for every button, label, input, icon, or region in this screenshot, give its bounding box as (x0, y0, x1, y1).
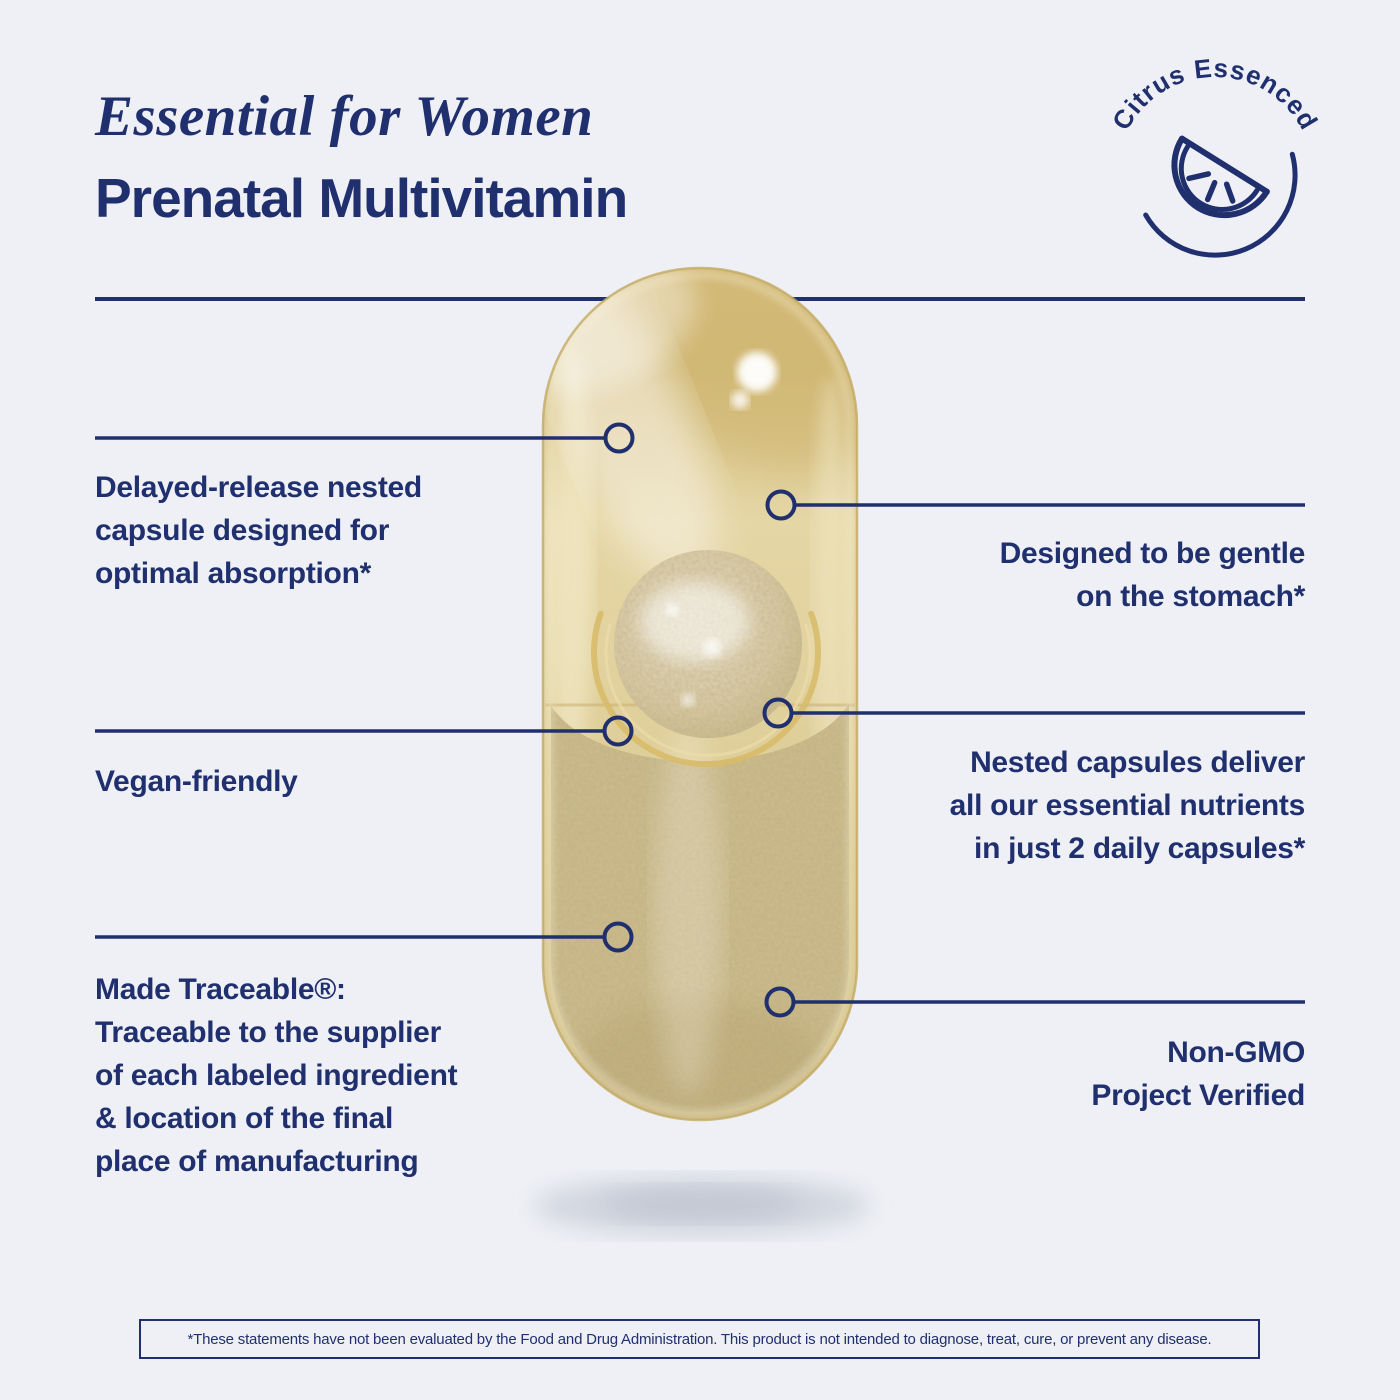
disclaimer-box (139, 1319, 1260, 1359)
callout-text-line: Vegan-friendly (95, 765, 298, 798)
badge-curved-text: Citrus Essenced (1105, 55, 1325, 136)
capsule-drop-shadow (534, 1176, 870, 1236)
callout-text-line: & location of the final (95, 1102, 394, 1135)
callout-text-line: Delayed-release nested (95, 471, 422, 504)
callout-text-line: Project Verified (1091, 1079, 1305, 1112)
callout-text-line: Nested capsules deliver (970, 746, 1305, 779)
callout-text-line: of each labeled ingredient (95, 1059, 458, 1092)
callout-text-line: Designed to be gentle (999, 537, 1305, 570)
callout-made-traceable (95, 968, 457, 1183)
brand-line: Essential for Women (95, 85, 594, 148)
citrus-wedge-icon (1156, 139, 1267, 234)
callout-text-line: Non-GMO (1167, 1036, 1305, 1069)
callout-vegan-friendly (95, 760, 298, 803)
citrus-essenced-badge (1100, 55, 1330, 270)
page-title: Prenatal Multivitamin (95, 167, 628, 229)
callout-text-line: all our essential nutrients (949, 789, 1305, 822)
callout-text-line: Made Traceable®: (95, 973, 346, 1006)
callout-text-line: in just 2 daily capsules* (974, 832, 1305, 865)
callout-text-line: capsule designed for (95, 514, 390, 547)
callout-text-line: place of manufacturing (95, 1145, 419, 1178)
callout-non-gmo (1091, 1031, 1305, 1117)
callout-text-line: on the stomach* (1076, 580, 1305, 613)
badge-ring-arc (1146, 154, 1295, 255)
callout-delayed-release (95, 466, 422, 595)
disclaimer-text: *These statements have not been evaluated by the Food and Drug Administration. This product is not intended to diagnose, treat, cure, or prevent any disease. (187, 1330, 1212, 1348)
callout-text-line: optimal absorption* (95, 557, 371, 590)
mineral-beadlet (614, 550, 802, 738)
callout-gentle-stomach (1000, 532, 1305, 618)
callout-text-line: Traceable to the supplier (95, 1016, 441, 1049)
callout-nested-capsules (950, 741, 1305, 870)
capsule-interior (506, 220, 940, 1124)
